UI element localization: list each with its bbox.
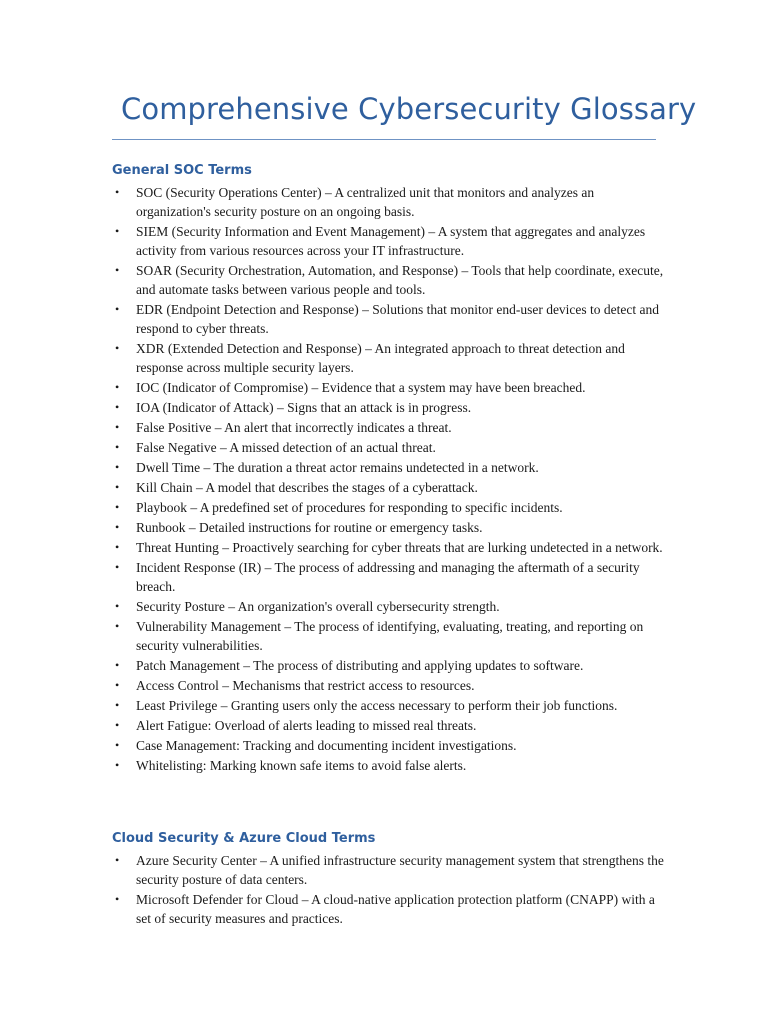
list-item [112,222,672,260]
bullet-icon: • [115,853,120,867]
bullet-icon: • [115,738,120,752]
list-item [112,696,672,715]
term-text: Whitelisting: Marking known safe items to avoid false alerts. [136,758,467,773]
list-item [112,339,672,377]
list-item [112,398,672,417]
list-item [112,300,672,338]
bullet-icon: • [115,500,120,514]
term-text: Dwell Time – The duration a threat actor remains undetected in a network. [136,460,539,475]
list-item [112,518,672,537]
term-text: Microsoft Defender for Cloud – A cloud-native application protection platform (CNAPP) with a set of security measures and practices. [136,892,655,926]
term-text: XDR (Extended Detection and Response) – An integrated approach to threat detection and response across multiple security layers. [136,341,625,375]
bullet-icon: • [115,302,120,316]
term-text: SIEM (Security Information and Event Management) – A system that aggregates and analyzes activity from various resources across your IT infrastructure. [136,224,646,258]
bullet-icon: • [115,380,120,394]
bullet-icon: • [115,758,120,772]
list-item [112,756,672,775]
list-item [112,676,672,695]
term-text: Least Privilege – Granting users only the access necessary to perform their job functions. [136,698,618,713]
term-list [112,183,672,775]
term-text: Alert Fatigue: Overload of alerts leading to missed real threats. [136,718,477,733]
title-underline [112,139,656,140]
section-heading: General SOC Terms [112,163,252,178]
term-text: Security Posture – An organization's overall cybersecurity strength. [136,599,500,614]
term-text: Patch Management – The process of distributing and applying updates to software. [136,658,584,673]
bullet-icon: • [115,520,120,534]
bullet-icon: • [115,420,120,434]
page-title: Comprehensive Cybersecurity Glossary [121,92,697,126]
bullet-icon: • [115,460,120,474]
list-item [112,890,672,928]
bullet-icon: • [115,400,120,414]
term-text: Vulnerability Management – The process of identifying, evaluating, treating, and reporting on security vulnerabilities. [136,619,644,653]
term-list [112,851,672,928]
term-text: False Positive – An alert that incorrectly indicates a threat. [136,420,452,435]
term-text: Access Control – Mechanisms that restrict access to resources. [136,678,475,693]
list-item [112,378,672,397]
list-item [112,261,672,299]
list-item [112,438,672,457]
term-text: Runbook – Detailed instructions for routine or emergency tasks. [136,520,483,535]
list-item [112,498,672,517]
bullet-icon: • [115,440,120,454]
term-text: IOA (Indicator of Attack) – Signs that an attack is in progress. [136,400,472,415]
bullet-icon: • [115,560,120,574]
term-text: Kill Chain – A model that describes the stages of a cyberattack. [136,480,478,495]
term-text: Incident Response (IR) – The process of addressing and managing the aftermath of a security breach. [136,560,640,594]
bullet-icon: • [115,698,120,712]
section-cloud-security-azure-terms [112,829,672,929]
bullet-icon: • [115,678,120,692]
term-text: Azure Security Center – A unified infrastructure security management system that strengthens the security posture of data centers. [136,853,664,887]
bullet-icon: • [115,224,120,238]
list-item [112,716,672,735]
term-text: Threat Hunting – Proactively searching for cyber threats that are lurking undetected in a network. [136,540,663,555]
list-item [112,478,672,497]
bullet-icon: • [115,892,120,906]
bullet-icon: • [115,480,120,494]
bullet-icon: • [115,658,120,672]
bullet-icon: • [115,619,120,633]
bullet-icon: • [115,185,120,199]
list-item [112,458,672,477]
term-text: SOC (Security Operations Center) – A centralized unit that monitors and analyzes an organization's security posture on an ongoing basis. [136,185,595,219]
list-item [112,656,672,675]
list-item [112,538,672,557]
bullet-icon: • [115,540,120,554]
list-item [112,851,672,889]
bullet-icon: • [115,263,120,277]
list-item [112,617,672,655]
bullet-icon: • [115,718,120,732]
list-item [112,558,672,596]
term-text: False Negative – A missed detection of an actual threat. [136,440,436,455]
section-general-soc-terms [112,161,672,776]
term-text: IOC (Indicator of Compromise) – Evidence that a system may have been breached. [136,380,586,395]
term-text: Case Management: Tracking and documenting incident investigations. [136,738,517,753]
bullet-icon: • [115,599,120,613]
section-heading: Cloud Security & Azure Cloud Terms [112,831,376,846]
bullet-icon: • [115,341,120,355]
list-item [112,597,672,616]
list-item [112,418,672,437]
term-text: EDR (Endpoint Detection and Response) – Solutions that monitor end-user devices to detect and respond to cyber threats. [136,302,660,336]
term-text: Playbook – A predefined set of procedures for responding to specific incidents. [136,500,563,515]
list-item [112,736,672,755]
list-item [112,183,672,221]
term-text: SOAR (Security Orchestration, Automation, and Response) – Tools that help coordinate, execute, and automate tasks between various people and tools. [136,263,664,297]
